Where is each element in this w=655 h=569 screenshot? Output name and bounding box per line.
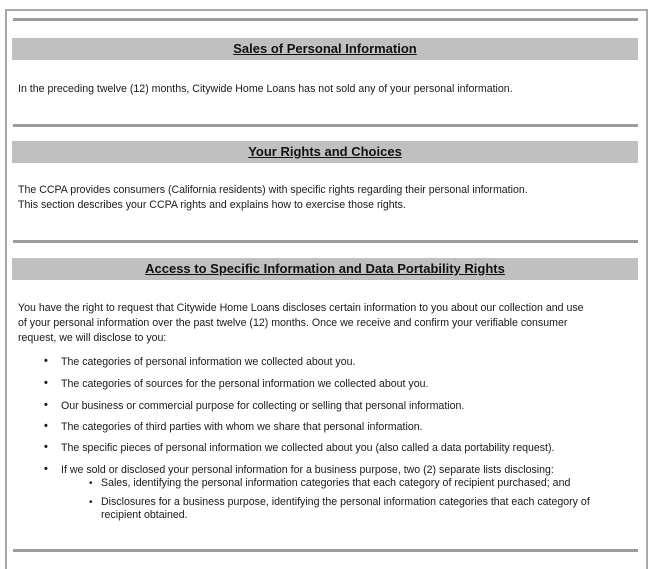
bullet-icon: • — [44, 463, 48, 475]
bullet-icon: • — [44, 399, 48, 411]
paragraph: In the preceding twelve (12) months, Citywide Home Loans has not sold any of your personal information. — [18, 83, 513, 95]
bullet-icon: • — [44, 377, 48, 389]
list-item-text: The categories of sources for the personal information we collected about you. — [61, 378, 429, 390]
section-divider — [13, 124, 638, 127]
list-item-text: Our business or commercial purpose for collecting or selling that personal information. — [61, 400, 465, 412]
sub-list-item-text: Disclosures for a business purpose, identifying the personal information categories that each category of recipient obtained. — [101, 496, 590, 521]
heading-text: Access to Specific Information and Data Portability Rights — [145, 261, 505, 276]
section-divider — [13, 240, 638, 243]
bullet-icon: • — [89, 497, 93, 508]
heading-text: Sales of Personal Information — [233, 41, 417, 56]
paragraph: You have the right to request that Citywide Home Loans discloses certain information to you about our collection and use — [18, 302, 584, 314]
paragraph: of your personal information over the past twelve (12) months. Once we receive and confirm your verifiable consumer — [18, 317, 568, 329]
paragraph: The CCPA provides consumers (California residents) with specific rights regarding their personal information. — [18, 184, 528, 196]
section-heading-access — [12, 258, 638, 280]
list-item-text: If we sold or disclosed your personal information for a business purpose, two (2) separate lists disclosing: — [61, 464, 554, 476]
list-item-text: The categories of personal information we collected about you. — [61, 356, 356, 368]
bullet-icon: • — [44, 420, 48, 432]
bullet-icon: • — [44, 441, 48, 453]
heading-text: Your Rights and Choices — [248, 144, 402, 159]
paragraph: request, we will disclose to you: — [18, 332, 167, 344]
sub-list-item-text: Sales, identifying the personal information categories that each category of recipient purchased; and — [101, 477, 571, 489]
section-divider — [13, 18, 638, 21]
section-divider — [13, 549, 638, 552]
list-item-text: The specific pieces of personal information we collected about you (also called a data portability request). — [61, 442, 555, 454]
section-heading-rights — [12, 141, 638, 163]
bullet-icon: • — [44, 355, 48, 367]
section-heading-sales — [12, 38, 638, 60]
list-item-text: The categories of third parties with whom we share that personal information. — [61, 421, 423, 433]
bullet-icon: • — [89, 478, 93, 489]
paragraph: This section describes your CCPA rights and explains how to exercise those rights. — [18, 199, 406, 211]
